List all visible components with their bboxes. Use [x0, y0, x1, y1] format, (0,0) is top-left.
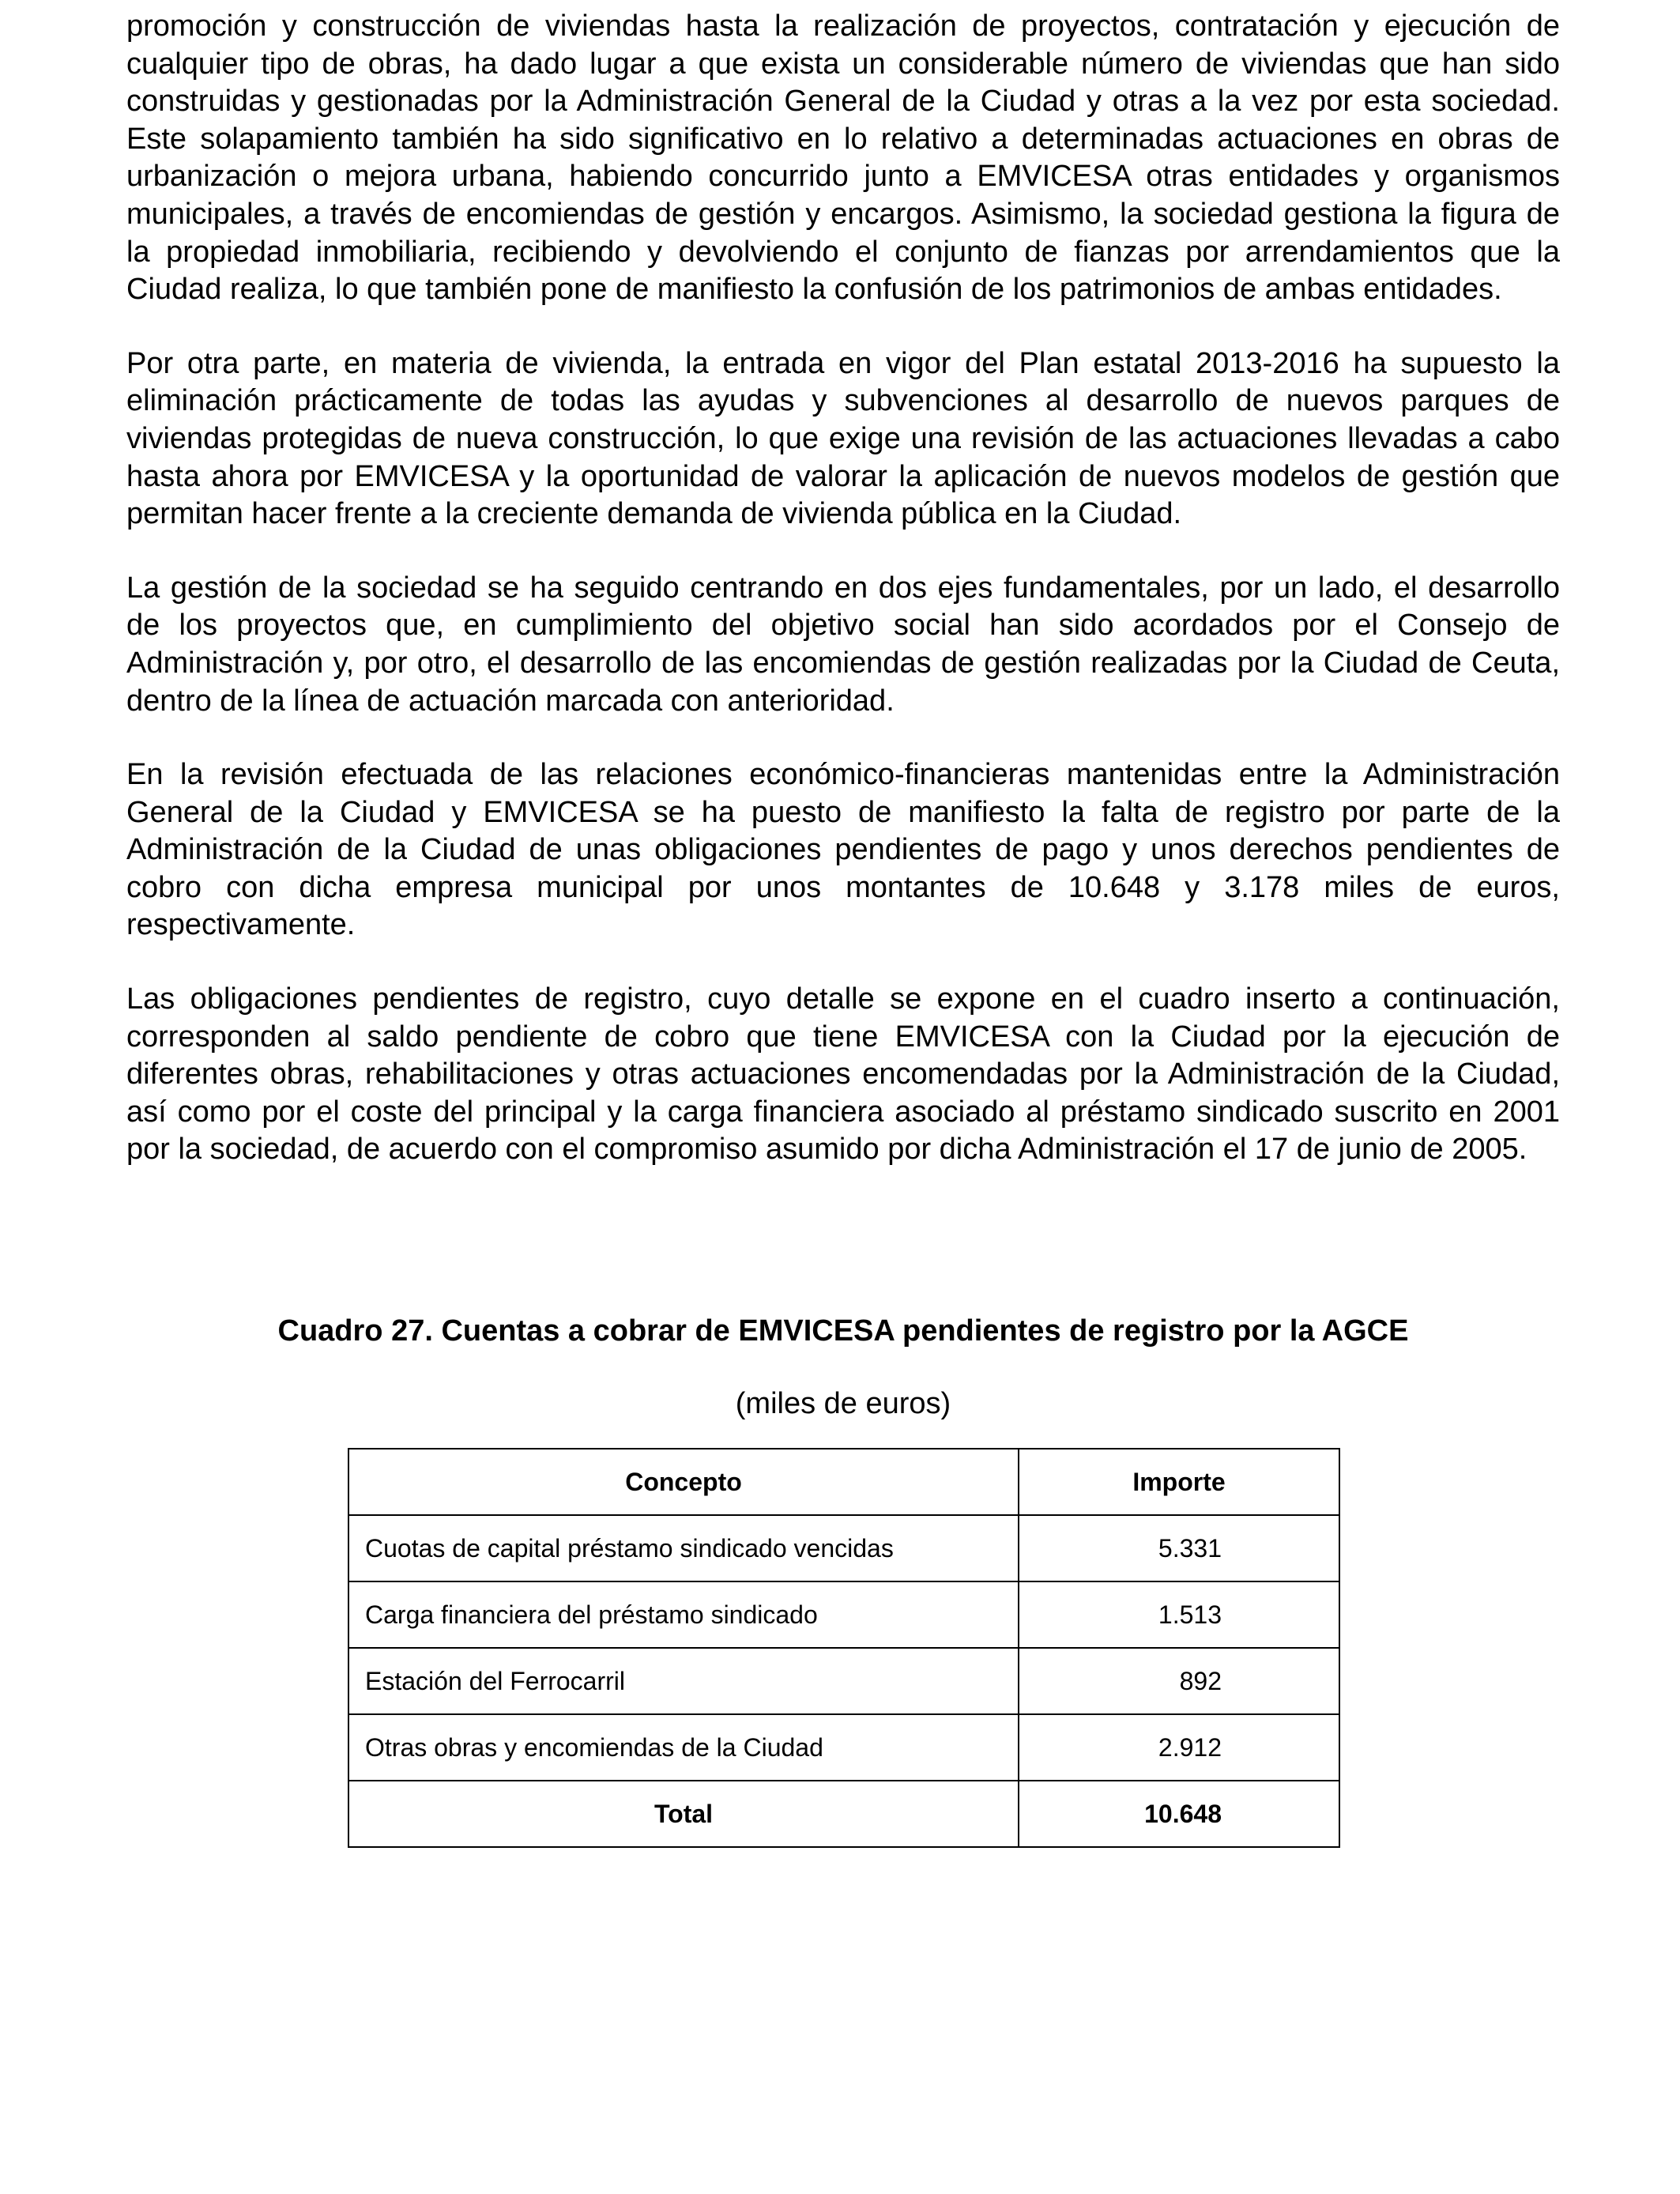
- row-importe: 892: [1019, 1648, 1339, 1714]
- table-row: [348, 1648, 1339, 1714]
- row-importe: 1.513: [1019, 1581, 1339, 1648]
- row-concepto: Carga financiera del préstamo sindicado: [348, 1581, 1019, 1648]
- paragraph-3: La gestión de la sociedad se ha seguido centrando en dos ejes fundamentales, por un lado, el desarrollo de los proyectos que, en cumplimiento del objetivo social han sido acordados por el Consejo de Administración y, por otro, el desarrollo de las encomiendas de gestión realizadas por la Ciudad de Ceuta, dentro de la línea de actuación marcada con anterioridad.: [126, 571, 1560, 718]
- total-label: Total: [348, 1781, 1019, 1847]
- total-importe: 10.648: [1019, 1781, 1339, 1847]
- row-importe: 5.331: [1019, 1515, 1339, 1581]
- row-importe: 2.912: [1019, 1714, 1339, 1781]
- header-concepto: Concepto: [348, 1449, 1019, 1515]
- row-concepto: Estación del Ferrocarril: [348, 1648, 1019, 1714]
- row-concepto: Cuotas de capital préstamo sindicado vencidas: [348, 1515, 1019, 1581]
- paragraph-1: promoción y construcción de viviendas hasta la realización de proyectos, contratación y ejecución de cualquier tipo de obras, ha dado lugar a que exista un considerable número de viviendas que han sido construidas y gestionadas por la Administración General de la Ciudad y otras a la vez por esta sociedad. Este solapamiento también ha sido significativo en lo relativo a determinadas actuaciones en obras de urbanización o mejora urbana, habiendo concurrido junto a EMVICESA otras entidades y organismos municipales, a través de encomiendas de gestión y encargos. Asimismo, la sociedad gestiona la figura de la propiedad inmobiliaria, recibiendo y devolviendo el conjunto de fianzas por arrendamientos que la Ciudad realiza, lo que también pone de manifiesto la confusión de los patrimonios de ambas entidades.: [126, 9, 1560, 307]
- paragraph-5: Las obligaciones pendientes de registro, cuyo detalle se expone en el cuadro inserto a continuación, corresponden al saldo pendiente de cobro que tiene EMVICESA con la Ciudad por la ejecución de diferentes obras, rehabilitaciones y otras actuaciones encomendadas por la Administración de la Ciudad, así como por el coste del principal y la carga financiera asociado al préstamo sindicado suscrito en 2001 por la sociedad, de acuerdo con el compromiso asumido por dicha Administración el 17 de junio de 2005.: [126, 982, 1560, 1167]
- table-row: [348, 1515, 1339, 1581]
- table-header-row: [348, 1449, 1339, 1515]
- table-unit: (miles de euros): [735, 1387, 951, 1420]
- row-concepto: Otras obras y encomiendas de la Ciudad: [348, 1714, 1019, 1781]
- table-row: [348, 1714, 1339, 1781]
- header-importe: Importe: [1019, 1449, 1339, 1515]
- accounts-table: [348, 1448, 1340, 1848]
- document-page: [126, 8, 1560, 1828]
- paragraph-4: En la revisión efectuada de las relaciones económico-financieras mantenidas entre la Administración General de la Ciudad y EMVICESA se ha puesto de manifiesto la falta de registro por parte de la Administración de la Ciudad de unas obligaciones pendientes de pago y unos derechos pendientes de cobro con dicha empresa municipal por unos montantes de 10.648 y 3.178 miles de euros, respectivamente.: [126, 758, 1560, 942]
- paragraph-2: Por otra parte, en materia de vivienda, la entrada en vigor del Plan estatal 2013-2016 ha supuesto la eliminación prácticamente de todas las ayudas y subvenciones al desarrollo de nuevos parques de viviendas protegidas de nueva construcción, lo que exige una revisión de las actuaciones llevadas a cabo hasta ahora por EMVICESA y la oportunidad de valorar la aplicación de nuevos modelos de gestión que permitan hacer frente a la creciente demanda de vivienda pública en la Ciudad.: [126, 346, 1560, 531]
- table-title: Cuadro 27. Cuentas a cobrar de EMVICESA pendientes de registro por la AGCE: [277, 1314, 1409, 1348]
- table-total-row: [348, 1781, 1339, 1847]
- table-row: [348, 1581, 1339, 1648]
